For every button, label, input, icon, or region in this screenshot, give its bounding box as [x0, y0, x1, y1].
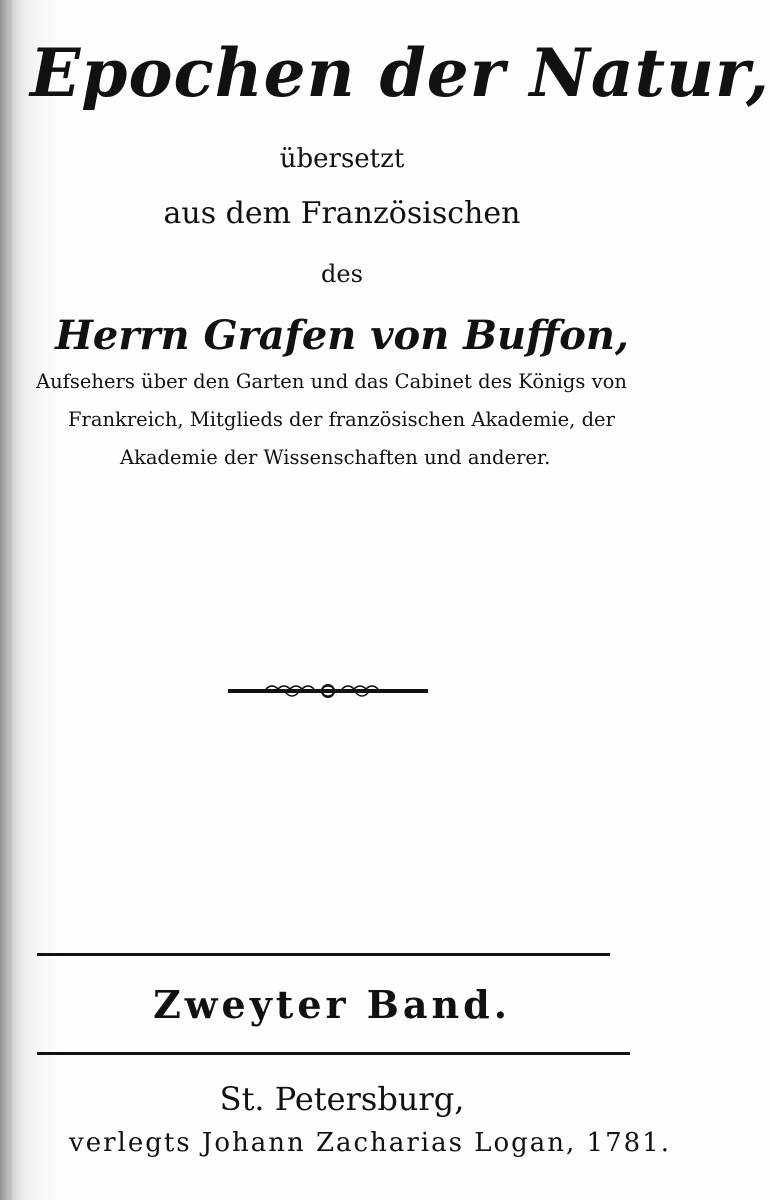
- article-des: des: [321, 260, 363, 288]
- volume-label: Zweyter Band.: [153, 982, 511, 1027]
- book-title: Epochen der Natur,: [30, 34, 770, 112]
- top-rule: [37, 953, 610, 956]
- translated-note: übersetzt: [279, 144, 405, 174]
- bottom-rule: [37, 1052, 630, 1055]
- author-description-line-3: Akademie der Wissenschaften und anderer.: [120, 446, 551, 469]
- author-name: Herrn Grafen von Buffon,: [55, 312, 629, 359]
- source-language: aus dem Französischen: [163, 196, 521, 231]
- publisher-line: verlegts Johann Zacharias Logan, 1781.: [69, 1128, 671, 1158]
- publication-place: St. Petersburg,: [219, 1080, 465, 1118]
- author-description-line-2: Frankreich, Mitglieds der französischen Akademie, der: [68, 408, 615, 431]
- ornament-divider: [226, 680, 430, 702]
- author-description-line-1: Aufsehers über den Garten und das Cabinet des Königs von: [36, 370, 627, 393]
